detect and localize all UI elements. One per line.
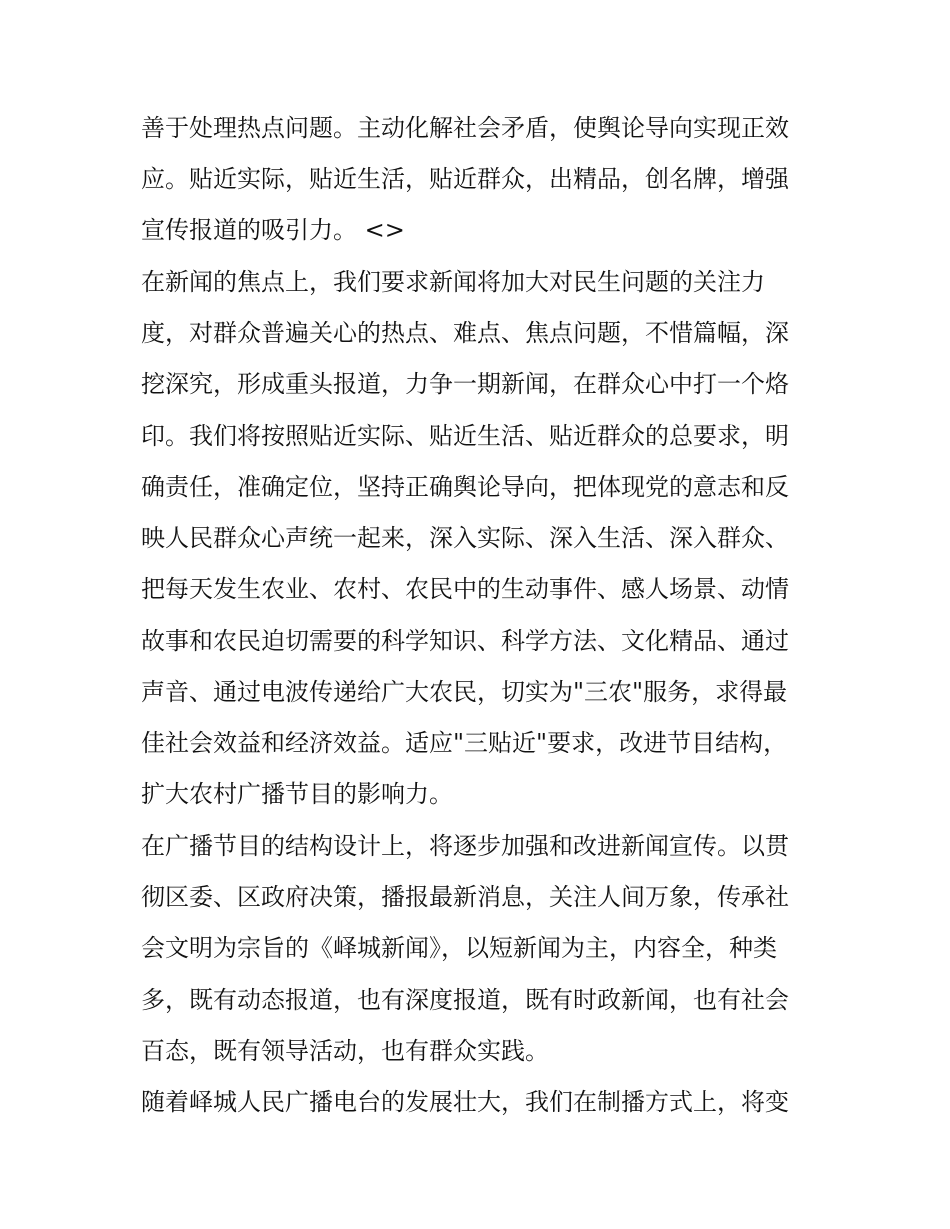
text-line-6: 挖深究，形成重头报道，力争一期新闻，在群众心中打一个烙 — [141, 370, 789, 398]
text-line-17: 会文明为宗旨的《峄城新闻》，以短新闻为主，内容全，种类 — [141, 934, 777, 962]
text-line-12: 声音、通过电波传递给广大农民，切实为"三农"服务，求得最 — [141, 678, 788, 706]
text-line-14: 扩大农村广播节目的影响力。 — [141, 780, 453, 808]
text-line-2: 应。贴近实际，贴近生活，贴近群众，出精品，创名牌，增强 — [141, 165, 789, 193]
text-line-16: 彻区委、区政府决策，播报最新消息，关注人间万象，传承社 — [141, 883, 789, 911]
text-line-5: 度，对群众普遍关心的热点、难点、焦点问题，不惜篇幅，深 — [141, 319, 789, 347]
text-line-19: 百态，既有领导活动，也有群众实践。 — [141, 1037, 549, 1065]
text-line-7: 印。我们将按照贴近实际、贴近生活、贴近群众的总要求，明 — [141, 422, 789, 450]
text-line-15: 在广播节目的结构设计上，将逐步加强和改进新闻宣传。以贯 — [141, 832, 789, 860]
text-line-20: 随着峄城人民广播电台的发展壮大，我们在制播方式上，将变 — [141, 1088, 789, 1116]
text-line-1: 善于处理热点问题。主动化解社会矛盾，使舆论导向实现正效 — [141, 114, 789, 142]
text-line-13: 佳社会效益和经济效益。适应"三贴近"要求，改进节目结构， — [141, 729, 788, 757]
text-line-11: 故事和农民迫切需要的科学知识、科学方法、文化精品、通过 — [141, 627, 789, 655]
text-line-9: 映人民群众心声统一起来，深入实际、深入生活、深入群众、 — [141, 524, 789, 552]
text-line-8: 确责任，准确定位，坚持正确舆论导向，把体现党的意志和反 — [141, 473, 789, 501]
text-line-10: 把每天发生农业、农村、农民中的生动事件、感人场景、动情 — [141, 575, 789, 603]
text-line-4: 在新闻的焦点上，我们要求新闻将加大对民生问题的关注力 — [141, 268, 765, 296]
text-line-18: 多，既有动态报道，也有深度报道，既有时政新闻，也有社会 — [141, 986, 789, 1014]
text-line-3: 宣传报道的吸引力。 <> — [141, 216, 405, 244]
